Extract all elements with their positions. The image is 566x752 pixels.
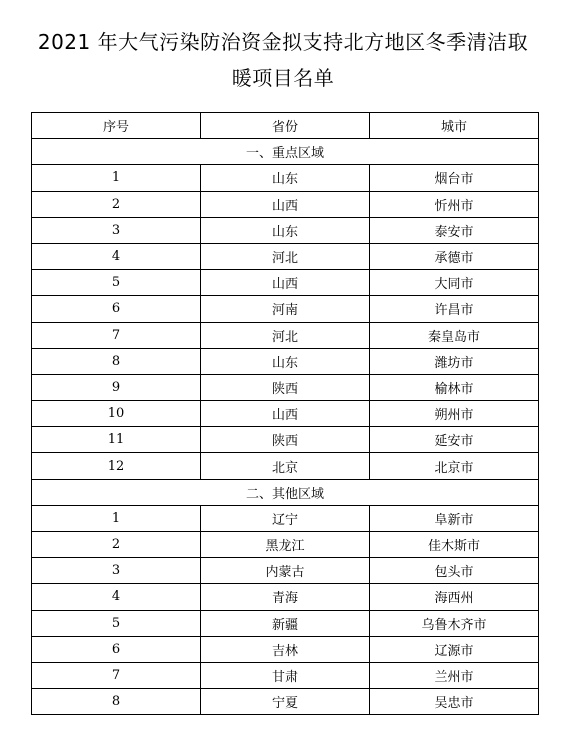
cell-province: 陕西 — [201, 427, 370, 453]
cell-city: 兰州市 — [370, 662, 539, 688]
cell-city: 榆林市 — [370, 374, 539, 400]
cell-province: 黑龙江 — [201, 532, 370, 558]
cell-province: 山东 — [201, 165, 370, 191]
table-row — [32, 348, 539, 374]
cell-province: 甘肃 — [201, 662, 370, 688]
section-heading-row — [32, 479, 539, 505]
table-row — [32, 322, 539, 348]
cell-province: 新疆 — [201, 610, 370, 636]
cell-province: 青海 — [201, 584, 370, 610]
title-line-2: 暖项目名单 — [231, 66, 335, 90]
cell-province: 陕西 — [201, 374, 370, 400]
cell-city: 包头市 — [370, 558, 539, 584]
table-row — [32, 532, 539, 558]
cell-city: 吴忠市 — [370, 689, 539, 715]
table-row — [32, 427, 539, 453]
cell-city: 烟台市 — [370, 165, 539, 191]
table-header-row — [32, 113, 539, 139]
cell-city: 泰安市 — [370, 217, 539, 243]
table-row — [32, 584, 539, 610]
cell-province: 宁夏 — [201, 689, 370, 715]
cell-city: 乌鲁木齐市 — [370, 610, 539, 636]
cell-province: 北京 — [201, 453, 370, 479]
cell-serial-number: 5 — [32, 270, 201, 296]
cell-serial-number: 7 — [32, 322, 201, 348]
section-heading: 一、重点区域 — [32, 139, 539, 165]
table-row — [32, 689, 539, 715]
cell-city: 潍坊市 — [370, 348, 539, 374]
table-row — [32, 401, 539, 427]
cell-province: 山东 — [201, 217, 370, 243]
table-row — [32, 191, 539, 217]
table-row — [32, 165, 539, 191]
cell-city: 忻州市 — [370, 191, 539, 217]
table-row — [32, 610, 539, 636]
table-row — [32, 243, 539, 269]
cell-city: 秦皇岛市 — [370, 322, 539, 348]
cell-city: 海西州 — [370, 584, 539, 610]
cell-city: 阜新市 — [370, 505, 539, 531]
cell-serial-number: 12 — [32, 453, 201, 479]
cell-serial-number: 5 — [32, 610, 201, 636]
cell-province: 吉林 — [201, 636, 370, 662]
cell-serial-number: 10 — [32, 401, 201, 427]
table-row — [32, 662, 539, 688]
cell-serial-number: 3 — [32, 558, 201, 584]
cell-province: 内蒙古 — [201, 558, 370, 584]
cell-province: 山西 — [201, 401, 370, 427]
cell-serial-number: 4 — [32, 584, 201, 610]
cell-city: 承德市 — [370, 243, 539, 269]
title-line-1: 2021 年大气污染防治资金拟支持北方地区冬季清洁取 — [37, 30, 529, 54]
cell-serial-number: 11 — [32, 427, 201, 453]
cell-serial-number: 1 — [32, 165, 201, 191]
cell-province: 山西 — [201, 191, 370, 217]
cell-serial-number: 7 — [32, 662, 201, 688]
header-serial-number: 序号 — [32, 113, 201, 139]
cell-province: 河北 — [201, 322, 370, 348]
cell-province: 辽宁 — [201, 505, 370, 531]
cell-serial-number: 8 — [32, 689, 201, 715]
project-list-table — [31, 112, 539, 715]
cell-city: 辽源市 — [370, 636, 539, 662]
cell-serial-number: 4 — [32, 243, 201, 269]
table-row — [32, 374, 539, 400]
table-row — [32, 505, 539, 531]
cell-city: 大同市 — [370, 270, 539, 296]
cell-serial-number: 6 — [32, 636, 201, 662]
cell-serial-number: 6 — [32, 296, 201, 322]
header-city: 城市 — [370, 113, 539, 139]
table-row — [32, 296, 539, 322]
cell-city: 北京市 — [370, 453, 539, 479]
cell-city: 许昌市 — [370, 296, 539, 322]
section-heading-row — [32, 139, 539, 165]
table-row — [32, 217, 539, 243]
cell-serial-number: 9 — [32, 374, 201, 400]
table-row — [32, 453, 539, 479]
cell-province: 山东 — [201, 348, 370, 374]
cell-serial-number: 1 — [32, 505, 201, 531]
cell-city: 朔州市 — [370, 401, 539, 427]
cell-serial-number: 2 — [32, 532, 201, 558]
cell-serial-number: 2 — [32, 191, 201, 217]
cell-city: 佳木斯市 — [370, 532, 539, 558]
cell-serial-number: 8 — [32, 348, 201, 374]
header-province: 省份 — [201, 113, 370, 139]
table-row — [32, 558, 539, 584]
cell-city: 延安市 — [370, 427, 539, 453]
cell-province: 山西 — [201, 270, 370, 296]
document-title — [20, 24, 546, 96]
cell-serial-number: 3 — [32, 217, 201, 243]
cell-province: 河北 — [201, 243, 370, 269]
cell-province: 河南 — [201, 296, 370, 322]
table-row — [32, 636, 539, 662]
table-row — [32, 270, 539, 296]
table-body — [32, 139, 539, 715]
section-heading: 二、其他区域 — [32, 479, 539, 505]
